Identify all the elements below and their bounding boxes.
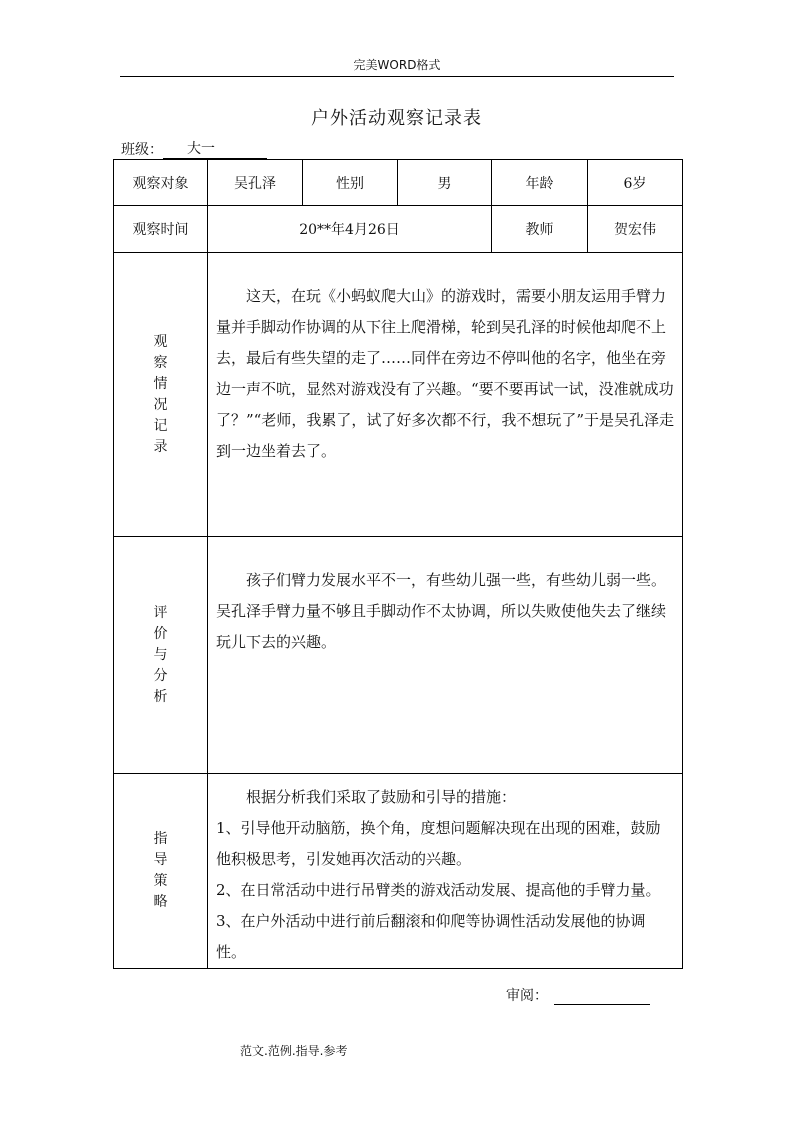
analysis-text: 孩子们臂力发展水平不一，有些幼儿强一些，有些幼儿弱一些。吴孔泽手臂力量不够且手脚动作不太协调，所以失败使他失去了继续玩儿下去的兴趣。 xyxy=(216,571,667,651)
table-row-strategy xyxy=(114,774,683,969)
table-row-analysis xyxy=(114,537,683,774)
gender-label: 性别 xyxy=(303,160,398,206)
class-label: 班级： xyxy=(121,142,163,158)
observation-text: 这天，在玩《小蚂蚁爬大山》的游戏时，需要小朋友运用手臂力量并手脚动作协调的从下往上爬滑梯，轮到吴孔泽的时候他却爬不上去，最后有些失望的走了……同伴在旁边不停叫他的名字，他坐在旁边一声不吭，显然对游戏没有了兴趣。“要不要再试一试，没准就成功了？”“老师，我累了，试了好多次都不行，我不想玩了”于是吴孔泽走到一边坐着去了。 xyxy=(216,287,675,460)
teacher-label: 教师 xyxy=(492,206,588,253)
time-label: 观察时间 xyxy=(114,206,208,253)
strategy-intro: 根据分析我们采取了鼓励和引导的措施： xyxy=(246,788,517,806)
teacher-value: 贺宏伟 xyxy=(588,206,683,253)
observation-content xyxy=(208,253,683,537)
age-label: 年龄 xyxy=(492,160,588,206)
analysis-label-cell xyxy=(114,537,208,774)
table-row-observation xyxy=(114,253,683,537)
review-line xyxy=(506,985,650,1005)
subject-label: 观察对象 xyxy=(114,160,208,206)
review-signature-field xyxy=(554,988,650,1005)
class-line xyxy=(121,139,267,159)
page-header: 完美WORD格式 xyxy=(120,56,674,77)
strategy-item: 1、引导他开动脑筋，换个角，度想问题解决现在出现的困难，鼓励他积极思考，引发她再次活动的兴趣。 xyxy=(216,819,661,868)
strategy-label: 指 导 策 略 xyxy=(153,831,168,910)
class-value: 大一 xyxy=(163,140,267,159)
age-value: 6岁 xyxy=(588,160,683,206)
page-title: 户外活动观察记录表 xyxy=(311,108,482,129)
strategy-label-cell xyxy=(114,774,208,969)
table-row-subject xyxy=(114,160,683,206)
observation-label: 观 察 情 况 记 录 xyxy=(153,333,168,455)
analysis-content xyxy=(208,537,683,774)
table-row-time xyxy=(114,206,683,253)
page-footer: 范文.范例.指导.参考 xyxy=(240,1044,348,1058)
observation-table xyxy=(113,159,683,969)
review-label: 审阅： xyxy=(506,988,548,1004)
analysis-label: 评 价 与 分 析 xyxy=(153,604,168,705)
gender-value: 男 xyxy=(398,160,492,206)
subject-value: 吴孔泽 xyxy=(208,160,303,206)
observation-label-cell xyxy=(114,253,208,537)
strategy-item: 2、在日常活动中进行吊臂类的游戏活动发展、提高他的手臂力量。 xyxy=(216,881,661,899)
strategy-content xyxy=(208,774,683,969)
strategy-item: 3、在户外活动中进行前后翻滚和仰爬等协调性活动发展他的协调性。 xyxy=(216,912,646,961)
time-value: 20**年4月26日 xyxy=(208,206,492,253)
